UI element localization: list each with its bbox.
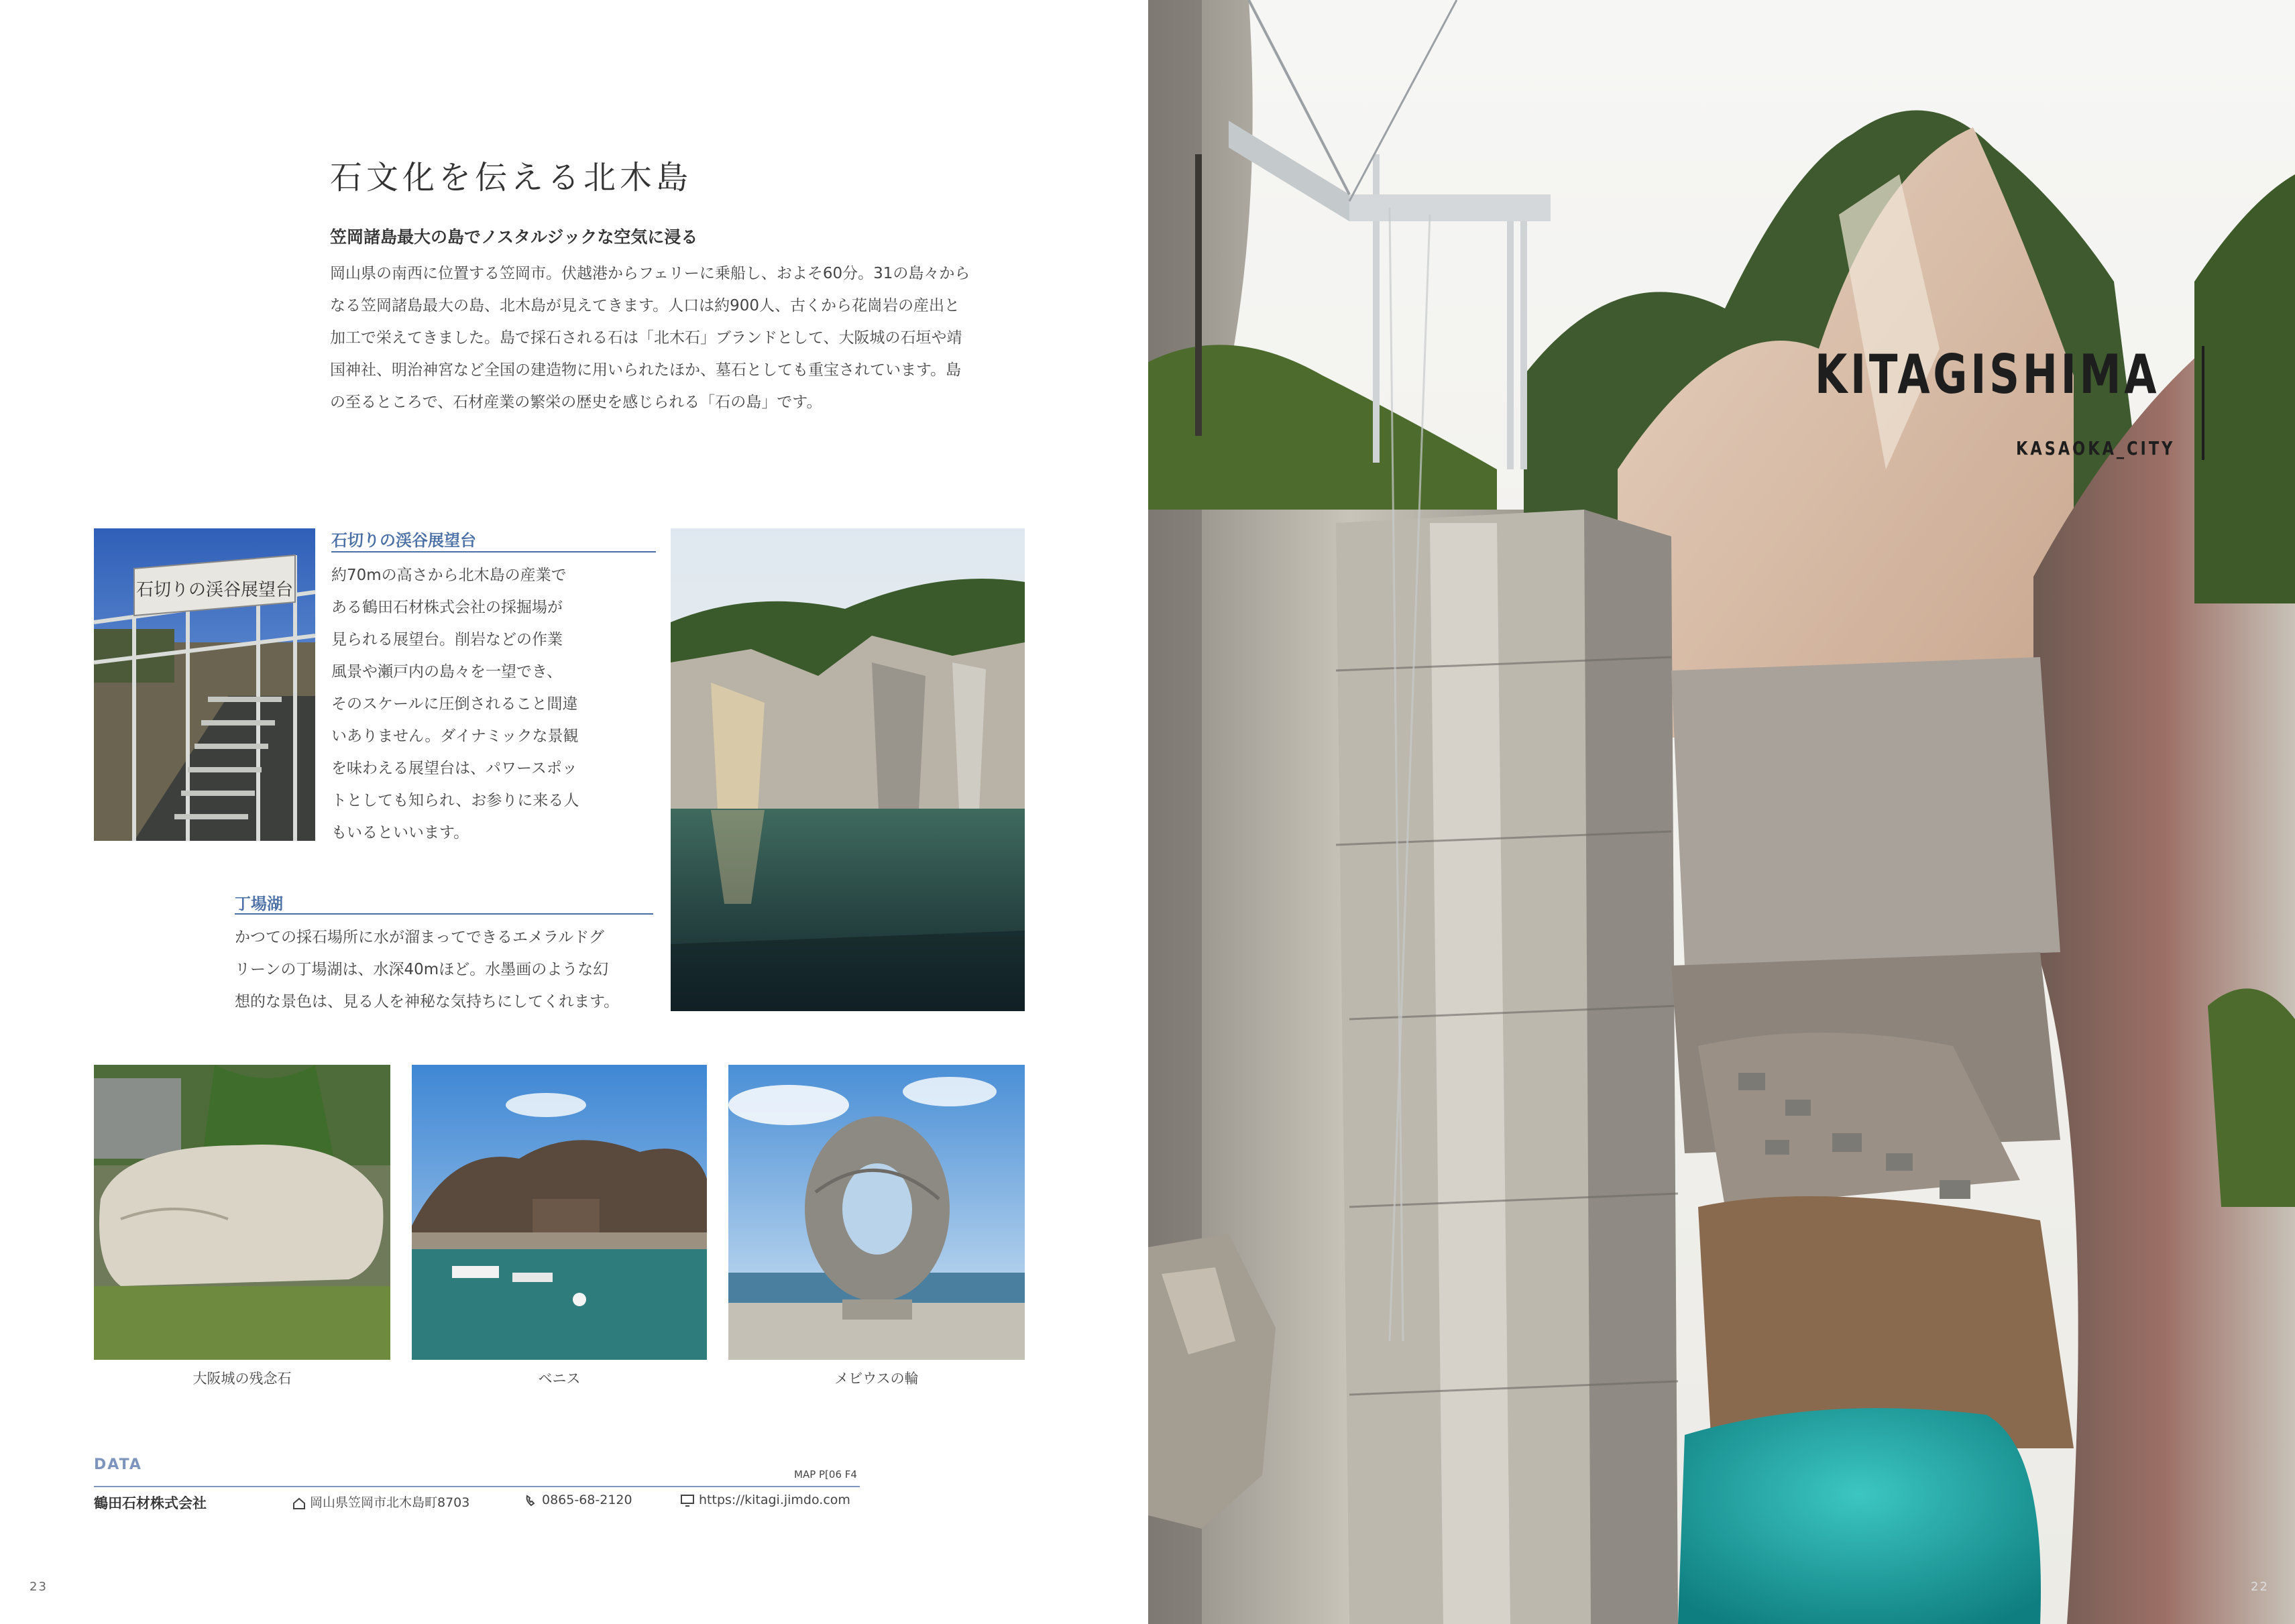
gallery-photo-mobius xyxy=(728,1065,1025,1360)
home-icon xyxy=(292,1497,306,1510)
intro-line: 岡山県の南西に位置する笠岡市。伏越港からフェリーに乗船し、およそ60分。31の島々から xyxy=(330,265,970,282)
gallery-caption: メビウスの輪 xyxy=(834,1371,919,1387)
page-number-left: 23 xyxy=(30,1580,48,1594)
gallery-photo-stone xyxy=(94,1065,390,1360)
phone-item xyxy=(524,1493,632,1507)
address-item xyxy=(292,1493,469,1511)
observatory-rule xyxy=(331,551,656,553)
phone-icon xyxy=(524,1494,538,1507)
intro-line: 加工で栄えてきました。島で採石される石は「北木石」ブランドとして、大阪城の石垣や靖 xyxy=(330,329,962,347)
intro-line: なる笠岡諸島最大の島、北木島が見えてきます。人口は約900人、古くから花崗岩の産出と xyxy=(330,297,960,314)
article-title: 石文化を伝える北木島 xyxy=(330,159,693,196)
page-number-right: 22 xyxy=(2251,1580,2269,1594)
observatory-sign-text: 石切りの渓谷展望台 xyxy=(135,580,294,600)
observatory-line: そのスケールに圧倒されること間違 xyxy=(331,695,578,713)
intro-line: 国神社、明治神宮など全国の建造物に用いられたほか、墓石としても重宝されています。島 xyxy=(330,361,962,379)
lake-line: かつての採石場所に水が溜まってできるエメラルドグ xyxy=(235,929,604,946)
website-item xyxy=(680,1493,850,1507)
company-name: 鶴田石材株式会社 xyxy=(94,1495,207,1511)
gallery-caption: 大阪城の残念石 xyxy=(192,1371,292,1387)
observatory-line: を味わえる展望台は、パワースポッ xyxy=(331,760,577,777)
quarry-hero-photo xyxy=(1148,0,2295,1624)
observatory-line: もいるといいます。 xyxy=(331,824,469,842)
gallery-photo-venice xyxy=(412,1065,707,1360)
hero-subtitle: KASAOKA_CITY xyxy=(2016,437,2176,459)
lake-heading: 丁場湖 xyxy=(235,894,283,913)
website-link[interactable]: https://kitagi.jimdo.com xyxy=(699,1493,850,1507)
hero-title-bar xyxy=(2202,346,2204,460)
lake-line: 想的な景色は、見る人を神秘な気持ちにしてくれます。 xyxy=(235,993,620,1010)
observatory-line: いありません。ダイナミックな景観 xyxy=(331,728,579,745)
observatory-photo xyxy=(94,528,315,841)
observatory-line: トとしても知られ、お参りに来る人 xyxy=(331,792,579,809)
right-page xyxy=(1148,0,2295,1624)
map-reference: MAP P[06 F4 xyxy=(794,1468,857,1481)
phone-text: 0865-68-2120 xyxy=(542,1493,632,1507)
observatory-line: 約70mの高さから北木島の産業で xyxy=(331,567,567,584)
observatory-heading: 石切りの渓谷展望台 xyxy=(331,531,476,550)
data-rule xyxy=(94,1486,860,1487)
observatory-line: 風景や瀬戸内の島々を一望でき、 xyxy=(331,663,563,681)
article-subheading: 笠岡諸島最大の島でノスタルジックな空気に浸る xyxy=(330,227,698,247)
observatory-line: 見られる展望台。削岩などの作業 xyxy=(331,631,563,648)
observatory-text xyxy=(331,559,653,849)
intro-text xyxy=(330,257,1027,418)
intro-line: の至るところで、石材産業の繁栄の歴史を感じられる「石の島」です。 xyxy=(330,394,822,411)
hero-title: KITAGISHIMA xyxy=(1815,343,2160,406)
observatory-line: ある鶴田石材株式会社の採掘場が xyxy=(331,599,563,616)
lake-rule xyxy=(235,913,653,915)
address-text: 岡山県笠岡市北木島町8703 xyxy=(310,1495,470,1510)
data-label: DATA xyxy=(94,1456,142,1473)
monitor-icon xyxy=(680,1494,695,1507)
gallery-caption: ベニス xyxy=(538,1371,581,1387)
lake-photo xyxy=(671,528,1025,1011)
lake-line: リーンの丁場湖は、水深40mほど。水墨画のような幻 xyxy=(235,961,609,978)
lake-text xyxy=(235,921,664,1018)
